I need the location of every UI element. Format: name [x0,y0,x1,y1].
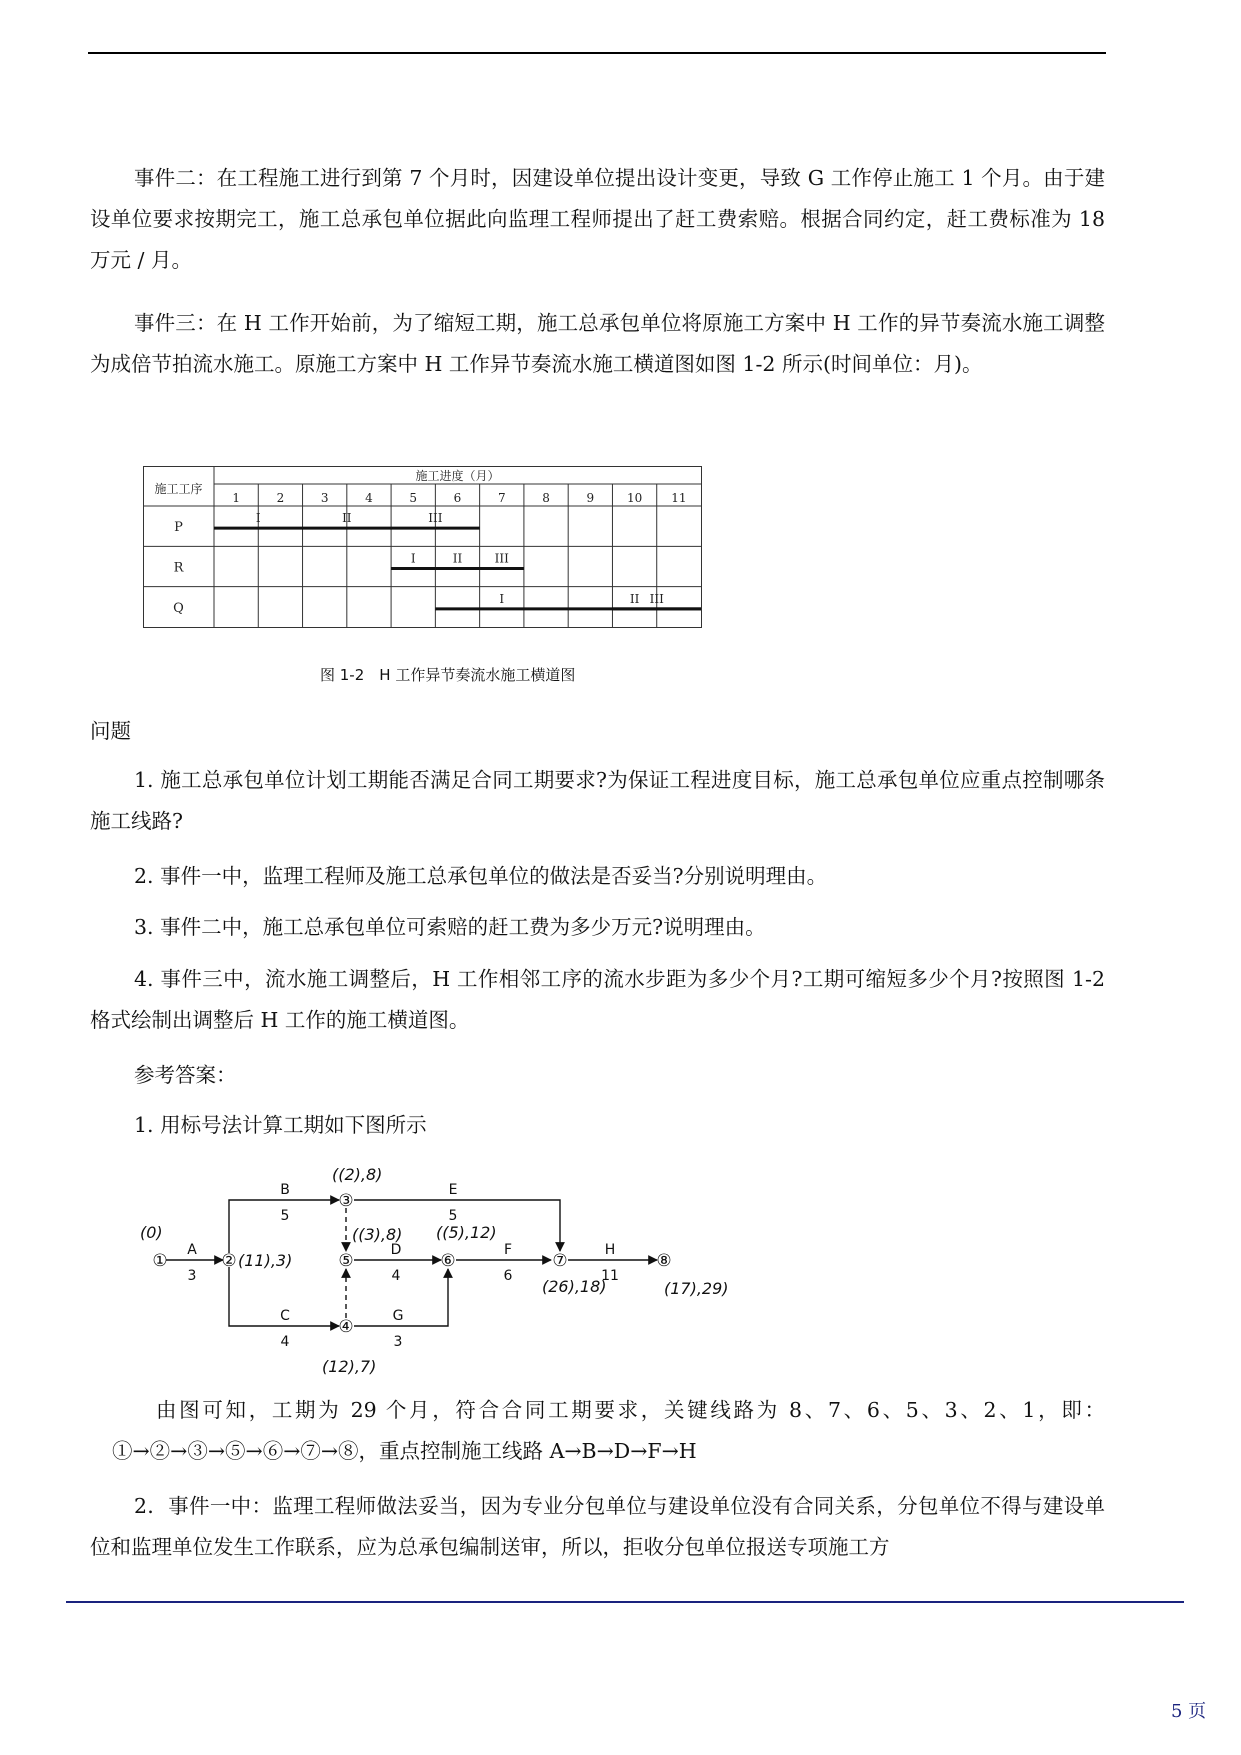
gantt-bar-label: I [499,591,505,606]
figure-caption: 图 1-2 H 工作异节奏流水施工横道图 [320,666,576,684]
page-number: 5 页 [1171,1701,1207,1722]
activity-c-label: C [280,1308,290,1324]
question-2: 2. 事件一中，监理工程师及施工总承包单位的做法是否妥当?分别说明理由。 [134,864,828,888]
answer-1-text: 由图可知，工期为 29 个月，符合合同工期要求，关键线路为 8、7、6、5、3、2、1，即：①→②→③→⑤→⑥→⑦→⑧，重点控制施工线路 A→B→D→F→H [112,1398,1105,1463]
node-4: ④ [338,1317,354,1337]
header-rule [88,52,1106,54]
gantt-header-progress: 施工进度（月） [415,469,500,483]
gantt-frame [144,467,702,628]
gantt-month-label: 7 [497,491,506,505]
question-1: 1. 施工总承包单位计划工期能否满足合同工期要求?为保证工程进度目标，施工总承包单位应重点控制哪条施工线路? [90,768,1105,833]
node-7-label: (26),18) [542,1277,607,1296]
node-5-label: ((3),8) [352,1225,403,1244]
gantt-bar-label: III [494,551,509,566]
activity-h-duration: 11 [601,1268,619,1284]
activity-g-duration: 3 [393,1334,403,1350]
gantt-month-label: 8 [542,491,550,505]
node-8: ⑧ [656,1251,672,1271]
gantt-header-process: 施工工序 [154,482,203,496]
event3-paragraph: 事件三：在 H 工作开始前，为了缩短工期，施工总承包单位将原施工方案中 H 工作的异节奏流水施工调整为成倍节拍流水施工。原施工方案中 H 工作异节奏流水施工横道图如图 1-2 所示(时间单位：月)。 [90,311,1105,376]
gantt-row-label: Q [173,600,184,616]
activity-a-label: A [187,1242,197,1258]
node-5: ⑤ [338,1251,354,1271]
gantt-month-label: 3 [320,491,329,505]
activity-f-duration: 6 [503,1268,513,1284]
gantt-bar-label: I [410,551,416,566]
node-2-label: (11),3) [238,1251,293,1270]
questions-title: 问题 [90,719,131,743]
node-6-label: ((5),12) [436,1223,497,1242]
gantt-month-label: 2 [276,491,285,505]
activity-e-label: E [448,1182,458,1198]
activity-g-label: G [392,1308,404,1324]
node-8-label: (17),29) [664,1279,729,1298]
answer-1-intro: 1. 用标号法计算工期如下图所示 [134,1113,427,1137]
gantt-month-label: 1 [232,491,240,505]
gantt-month-label: 5 [409,491,418,505]
gantt-month-label: 4 [365,491,373,505]
node-1: ① [152,1251,168,1271]
activity-h-label: H [604,1242,616,1258]
activity-b-label: B [280,1182,290,1198]
activity-a-duration: 3 [187,1268,197,1284]
activity-f-label: F [503,1242,513,1258]
node-7: ⑦ [552,1251,568,1271]
question-3: 3. 事件二中，施工总承包单位可索赔的赶工费为多少万元?说明理由。 [134,915,766,939]
node-6: ⑥ [440,1251,456,1271]
activity-d-label: D [390,1242,402,1258]
gantt-month-label: 11 [671,491,687,505]
node-3: ③ [338,1191,354,1211]
gantt-bar-label: III [649,591,664,606]
activity-c-duration: 4 [280,1334,290,1350]
gantt-bar-label: II [452,551,463,566]
gantt-month-label: 6 [453,491,462,505]
event2-paragraph: 事件二：在工程施工进行到第 7 个月时，因建设单位提出设计变更，导致 G 工作停止施工 1 个月。由于建设单位要求按期完工，施工总承包单位据此向监理工程师提出了赶工费索赔。根据合同约定，赶工费标准为 18 万元 / 月。 [90,166,1105,272]
gantt-month-label: 9 [586,491,595,505]
activity-d-duration: 4 [391,1268,401,1284]
gantt-bar-label: II [629,591,640,606]
node-3-label: ((2),8) [332,1165,383,1184]
network-diagram [130,1150,770,1380]
gantt-chart [143,466,793,650]
gantt-row-label: P [174,520,183,536]
gantt-bar-label: III [428,511,443,526]
footer-rule [66,1601,1184,1603]
gantt-bar-label: I [255,511,261,526]
node-4-label: (12),7) [322,1357,377,1376]
gantt-bar-label: II [342,511,352,526]
gantt-month-label: 10 [626,491,643,505]
activity-b-duration: 5 [280,1208,290,1224]
node-1-label: (0) [140,1223,163,1242]
gantt-row-label: R [173,560,184,576]
question-4: 4. 事件三中，流水施工调整后，H 工作相邻工序的流水步距为多少个月?工期可缩短多少个月?按照图 1-2 格式绘制出调整后 H 工作的施工横道图。 [90,967,1105,1032]
answer-2-text: 2．事件一中：监理工程师做法妥当，因为专业分包单位与建设单位没有合同关系，分包单位不得与建设单位和监理单位发生工作联系，应为总承包编制送审，所以，拒收分包单位报送专项施工方 [90,1494,1105,1559]
activity-e-duration: 5 [448,1208,458,1224]
node-2: ② [221,1251,237,1271]
answer-title: 参考答案： [134,1063,237,1087]
